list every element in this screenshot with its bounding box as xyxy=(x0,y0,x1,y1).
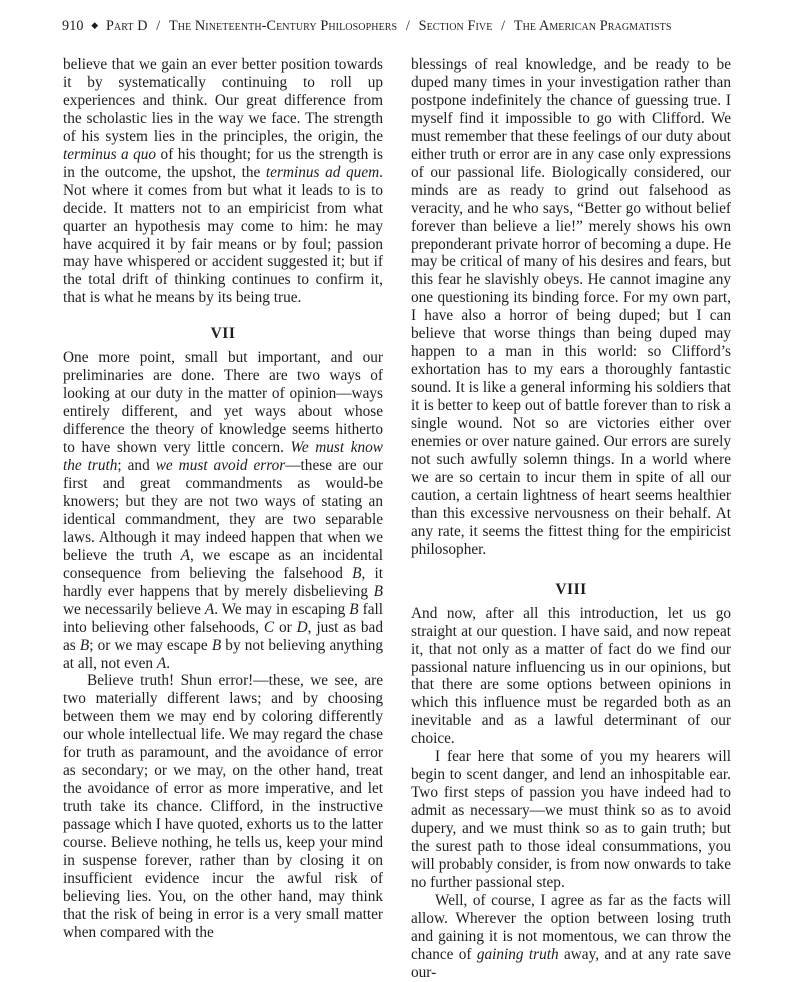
paragraph: Believe truth! Shun error!—these, we see, are two materially different laws; and by choosing between them we may end by coloring differently our whole intellectual life. We may regard the chase for truth as paramount, and the avoidance of error as secondary; or we may, on the other hand, treat the avoidance of error as more imperative, and let truth take its chance. Clifford, in the instructive passage which I have quoted, exhorts us to the latter course. Believe nothing, he tells us, keep your mind in suspense forever, rather than by closing it on insufficient evidence incur the awful risk of believing lies. You, on the other hand, may think that the risk of being in error is a very small matter when compared with the xyxy=(63,672,383,941)
paragraph: blessings of real knowledge, and be ready to be duped many times in your investigation rather than postpone indefinitely the chance of guessing true. I myself find it impossible to go with Clifford. We must remember that these feelings of our duty about either truth or error are in any case only expressions of our passional life. Biologically considered, our minds are as ready to grind out falsehood as veracity, and he who says, “Better go without belief forever than believe a lie!” merely shows his own preponderant private horror of becoming a dupe. He may be critical of many of his desires and fears, but this fear he slavishly obeys. He cannot imagine any one questioning its binding force. For my own part, I have also a horror of being duped; but I can believe that worse things than being duped may happen to a man in this world: so Clifford’s exhortation has to my ears a thoroughly fantastic sound. It is like a general informing his soldiers that it is better to keep out of battle forever than to risk a single wound. Not so are victories either over enemies or over nature gained. Our errors are surely not such awfully solemn things. In a world where we are so certain to incur them in spite of all our caution, a certain lightness of heart seems healthier than this excessive nervousness on their behalf. At any rate, it seems the fittest thing for the empiricist philosopher. xyxy=(411,56,731,558)
arrow-icon: ◆ xyxy=(91,20,99,30)
section-heading: VIII xyxy=(555,580,587,598)
right-column xyxy=(411,56,731,982)
part-label: Part D xyxy=(105,18,148,34)
paragraph: Well, of course, I agree as far as the facts will allow. Wherever the option between losing truth and gaining it is not momentous, we can throw the chance of gaining truth away, and at any rate save our- xyxy=(411,891,731,981)
header-separator: / xyxy=(501,18,506,34)
header-separator: / xyxy=(405,18,410,34)
section-label: Section Five xyxy=(418,18,493,34)
running-header xyxy=(62,18,738,35)
section-heading: VII xyxy=(210,325,236,343)
header-separator: / xyxy=(156,18,161,34)
chapter-title: The Nineteenth-Century Philosophers xyxy=(168,18,398,34)
paragraph: One more point, small but important, and our preliminaries are done. There are two ways of looking at our duty in the matter of opinion—ways entirely different, and yet ways about whose difference the theory of knowledge seems hitherto to have shown very little concern. We must know the truth; and we must avoid error—these are our first and great commandments as would-be knowers; but they are not two ways of stating an identical commandment, they are two separable laws. Although it may indeed happen that when we believe the truth A, we escape as an incidental consequence from believing the falsehood B, it hardly ever happens that by merely disbelieving B we necessarily believe A. We may in escaping B fall into believing other falsehoods, C or D, just as bad as B; or we may escape B by not believing anything at all, not even A. xyxy=(63,349,383,672)
paragraph: believe that we gain an ever better position towards it by systematically continuing to roll up experiences and think. Our great difference from the scholastic lies in the way we face. The strength of his system lies in the principles, the origin, the terminus a quo of his thought; for us the strength is in the outcome, the upshot, the terminus ad quem. Not where it comes from but what it leads to is to decide. It matters not to an empiricist from what quarter an hypothesis may come to him: he may have acquired it by fair means or by foul; passion may have whispered or accident suggested it; but if the total drift of thinking continues to confirm it, that is what he means by its being true. xyxy=(63,56,383,307)
paragraph: And now, after all this introduction, let us go straight at our question. I have said, and now repeat it, that not only as a matter of fact do we find our passional nature influencing us in our opinions, but that there are some options between opinions in which this influence must be regarded both as an inevitable and as a lawful determinant of our choice. xyxy=(411,604,731,748)
topic-title: The American Pragmatists xyxy=(513,18,672,34)
paragraph: I fear here that some of you my hearers will begin to scent danger, and lend an inhospitable ear. Two first steps of passion you have indeed had to admit as necessary—we must think so as to avoid dupery, and we must think so as to gain truth; but the surest path to those ideal consummations, you will probably consider, is from now onwards to take no further passional step. xyxy=(411,748,731,891)
page-number: 910 xyxy=(62,18,84,34)
left-column xyxy=(63,56,383,942)
